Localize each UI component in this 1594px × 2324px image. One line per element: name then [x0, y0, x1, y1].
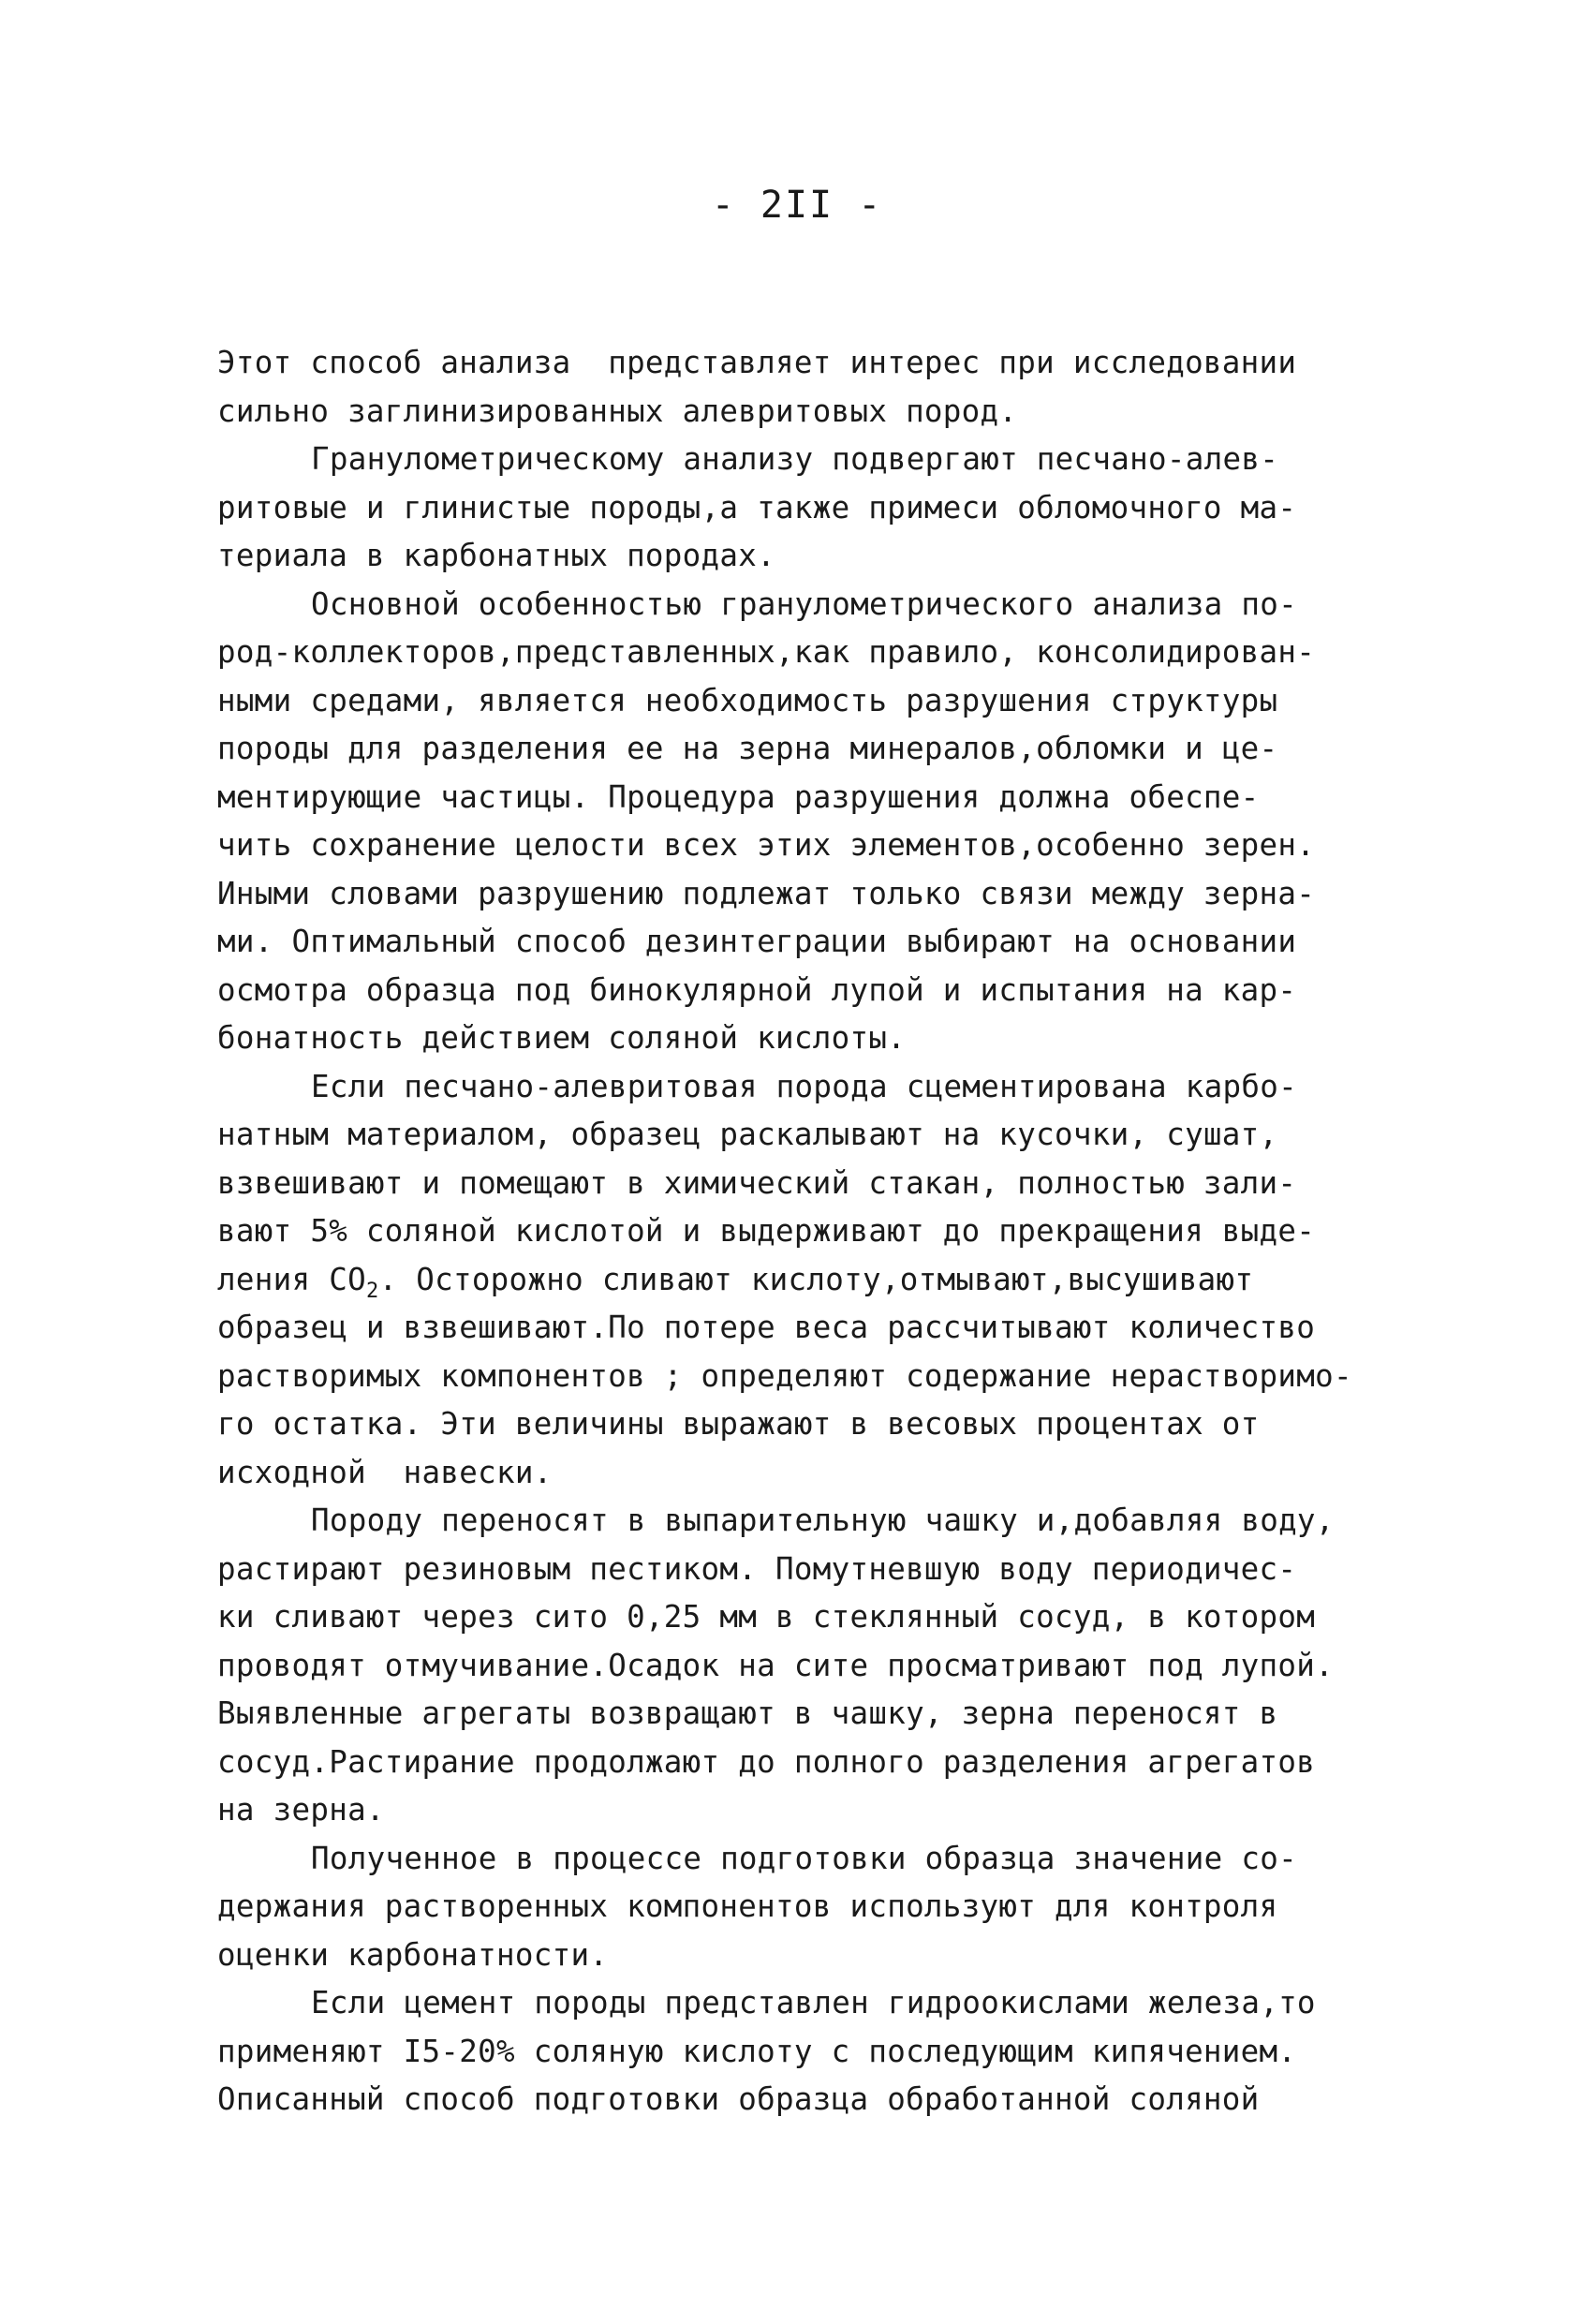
text-line: го остатка. Эти величины выражают в весовых процентах от	[217, 1406, 1260, 1442]
text-line: оценки карбонатности.	[217, 1936, 609, 1973]
paragraph	[217, 1497, 1425, 1835]
paragraph	[217, 1979, 1425, 2124]
paragraph	[217, 1063, 1425, 1498]
text-line: териала в карбонатных породах.	[217, 538, 775, 573]
text-line: Выявленные агрегаты возвращают в чашку, зерна переносят в	[217, 1695, 1278, 1731]
text-line: растворимых компонентов ; определяют содержание нерастворимо-	[217, 1357, 1352, 1394]
text-line: ментирующие частицы. Процедура разрушения должна обеспе-	[217, 778, 1260, 815]
text-line: ми. Оптимальный способ дезинтеграции выбирают на основании	[217, 924, 1297, 959]
text-line: бонатность действием соляной кислоты.	[217, 1020, 907, 1056]
text-line: Полученное в процессе подготовки образца значение со-	[311, 1840, 1297, 1876]
text-line: на зерна.	[217, 1792, 385, 1828]
text-line: Если цемент породы представлен гидроокислами железа,то	[311, 1985, 1316, 2021]
text-line: Гранулометрическому анализу подвергают песчано-алев-	[311, 441, 1279, 477]
text-line: сосуд.Растирание продолжают до полного разделения агрегатов	[217, 1743, 1316, 1780]
co2-before: ления CO	[217, 1261, 366, 1297]
text-line: осмотра образца под бинокулярной лупой и испытания на кар-	[217, 971, 1297, 1008]
paragraph	[217, 1835, 1425, 1980]
paragraph	[217, 339, 1425, 436]
text-line: растирают резиновым пестиком. Помутневшую воду периодичес-	[217, 1550, 1297, 1587]
paragraph	[217, 581, 1425, 1063]
text-line: применяют I5-20% соляную кислоту с последующим кипячением.	[217, 2033, 1297, 2069]
text-line: Этот способ анализа представляет интерес при исследовании	[217, 345, 1297, 380]
text-line: ными средами, является необходимость разрушения структуры	[217, 682, 1278, 718]
text-line: ки сливают через сито 0,25 мм в стеклянный сосуд, в котором	[217, 1599, 1316, 1635]
text-line-co2	[217, 1256, 1425, 1305]
paragraph	[217, 436, 1425, 581]
text-line: проводят отмучивание.Осадок на сите просматривают под лупой.	[217, 1647, 1334, 1683]
text-line: держания растворенных компонентов используют для контроля	[217, 1888, 1278, 1924]
co2-subscript: 2	[365, 1279, 379, 1303]
text-line: породы для разделения ее на зерна минералов,обломки и це-	[217, 731, 1278, 766]
text-line: образец и взвешивают.По потере веса рассчитывают количество	[217, 1310, 1316, 1345]
text-line: исходной навески.	[217, 1454, 553, 1490]
text-line: Описанный способ подготовки образца обработанной соляной	[217, 2081, 1260, 2117]
text-line: взвешивают и помещают в химический стакан, полностью зали-	[217, 1164, 1297, 1201]
text-line: натным материалом, образец раскалывают на кусочки, сушат,	[217, 1117, 1278, 1152]
text-line: Если песчано-алевритовая порода сцементирована карбо-	[311, 1068, 1297, 1104]
text-line: Иными словами разрушению подлежат только связи между зерна-	[217, 875, 1316, 911]
body-text	[217, 339, 1425, 2124]
co2-after: . Осторожно сливают кислоту,отмывают,высушивают	[378, 1261, 1254, 1297]
text-line: сильно заглинизированных алевритовых пород.	[217, 392, 1018, 429]
text-line: ритовые и глинистые породы,а также примеси обломочного ма-	[217, 489, 1297, 525]
page-number: - 2II -	[711, 184, 883, 227]
text-line: род-коллекторов,представленных,как правило, консолидирован-	[217, 634, 1316, 670]
text-line: Основной особенностью гранулометрического анализа по-	[311, 585, 1297, 622]
text-line: чить сохранение целости всех этих элементов,особенно зерен.	[217, 827, 1316, 863]
text-line: Породу переносят в выпарительную чашку и,добавляя воду,	[311, 1502, 1335, 1538]
text-line: вают 5% соляной кислотой и выдерживают до прекращения выде-	[217, 1213, 1316, 1249]
